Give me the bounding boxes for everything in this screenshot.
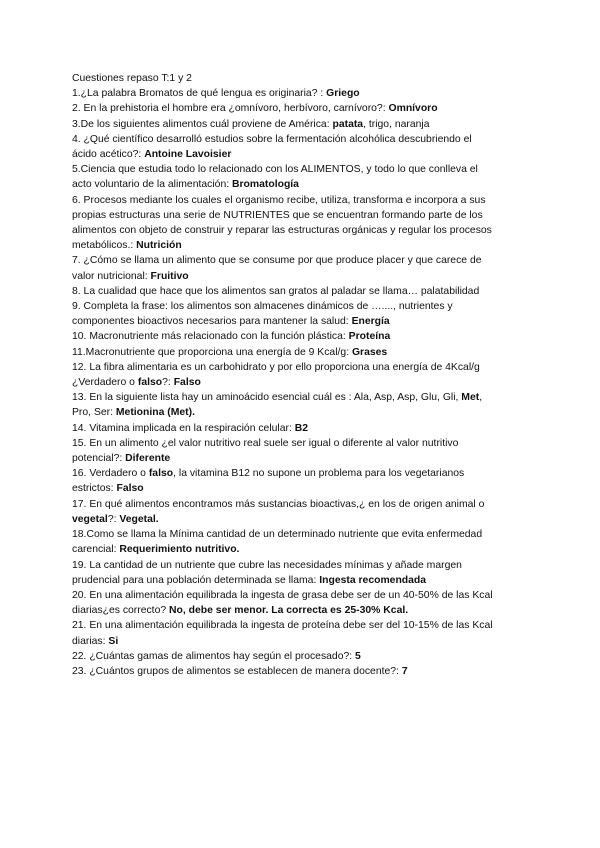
question-line: [72, 421, 524, 436]
question-item: [72, 558, 524, 588]
question-text: Pro, Ser:: [72, 407, 116, 419]
answer-text: patata: [332, 118, 364, 130]
question-line: [72, 284, 524, 299]
answer-text: Bromatología: [232, 179, 299, 191]
question-item: [72, 253, 524, 283]
question-text: 15. En un alimento ¿el valor nutritivo real suele ser igual o diferente al valor nutritivo: [72, 437, 459, 449]
question-line: [72, 618, 524, 633]
question-line: [72, 664, 524, 679]
document-page: [72, 71, 524, 679]
question-line: [72, 147, 524, 162]
question-line: [72, 405, 524, 420]
question-item: [72, 284, 524, 299]
question-line: [72, 101, 524, 116]
question-text: prudencial para una población determinada se llama:: [72, 574, 320, 586]
question-text: 4. ¿Qué científico desarrolló estudios sobre la fermentación alcohólica descubriendo el: [72, 133, 472, 145]
question-line: [72, 649, 524, 664]
question-text: ,: [479, 392, 483, 404]
question-text: potencial?:: [72, 453, 126, 465]
question-text: 19. La cantidad de un nutriente que cubre las necesidades mínimas y añade margen: [72, 559, 462, 571]
answer-text: Requerimiento nutritivo.: [119, 544, 240, 556]
answer-text: Vegetal.: [119, 513, 159, 525]
question-text: 3.De los siguientes alimentos cuál proviene de América:: [72, 118, 333, 130]
question-text: 22. ¿Cuántas gamas de alimentos hay según el procesado?:: [72, 650, 356, 662]
question-text: alimentos con objeto de construir y reparar las estructuras orgánicas y regular los procesos: [72, 225, 492, 237]
question-line: [72, 86, 524, 101]
question-text: 23. ¿Cuántos grupos de alimentos se establecen de manera docente?:: [72, 665, 402, 677]
question-line: [72, 573, 524, 588]
answer-text: No, debe ser menor. La correcta es 25-30% Kcal.: [169, 605, 409, 617]
question-list: [72, 86, 524, 679]
question-text: componentes bioactivos necesarios para mantener la salud:: [72, 316, 352, 328]
question-text: , trigo, naranja: [363, 118, 430, 130]
question-line: [72, 238, 524, 253]
question-line: [72, 436, 524, 451]
question-line: [72, 253, 524, 268]
question-line: [72, 299, 524, 314]
question-text: 16. Verdadero o: [72, 468, 149, 480]
question-item: [72, 299, 524, 329]
question-text: diarias¿es correcto?: [72, 605, 170, 617]
question-line: [72, 329, 524, 344]
question-text: 11.Macronutriente que proporciona una energía de 9 Kcal/g:: [72, 346, 352, 358]
question-text: 14. Vitamina implicada en la respiración celular:: [72, 422, 295, 434]
answer-text: 5: [355, 650, 361, 662]
question-line: [72, 208, 524, 223]
question-text: 1.¿La palabra Bromatos de qué lengua es originaria? :: [72, 88, 327, 100]
question-text: 18.Como se llama la Mínima cantidad de un determinado nutriente que evita enfermedad: [72, 529, 483, 541]
question-text: 21. En una alimentación equilibrada la ingesta de proteína debe ser del 10-15% de las Kcal: [72, 620, 493, 632]
question-line: [72, 375, 524, 390]
question-item: [72, 664, 524, 679]
answer-text: Proteína: [348, 331, 391, 343]
question-item: [72, 649, 524, 664]
answer-text: 7: [401, 665, 408, 677]
answer-text: Nutrición: [136, 240, 182, 252]
answer-text: Griego: [326, 88, 360, 100]
answer-text: Met: [461, 392, 480, 404]
question-text: 17. En qué alimentos encontramos más sustancias bioactivas,¿ en los de origen animal o: [72, 498, 485, 510]
answer-text: Omnívoro: [388, 103, 438, 115]
question-text: 7. ¿Cómo se llama un alimento que se consume por que produce placer y que carece de: [72, 255, 482, 267]
question-item: [72, 329, 524, 344]
answer-text: Diferente: [125, 453, 171, 465]
question-line: [72, 451, 524, 466]
question-line: [72, 117, 524, 132]
question-item: [72, 527, 524, 557]
document-title: Cuestiones repaso T:1 y 2: [72, 73, 192, 84]
question-item: [72, 345, 524, 360]
answer-text: Antoine Lavoisier: [144, 149, 232, 161]
answer-text: B2: [294, 422, 309, 434]
answer-text: falso: [137, 377, 163, 389]
answer-text: Si: [108, 635, 119, 647]
answer-text: Metionina (Met).: [115, 407, 195, 419]
answer-text: Energía: [351, 316, 390, 328]
question-line: [72, 466, 524, 481]
question-line: [72, 588, 524, 603]
question-item: [72, 421, 524, 436]
question-item: [72, 86, 524, 101]
question-text: , la vitamina B12 no supone un problema para los vegetarianos: [173, 468, 465, 480]
question-line: [72, 345, 524, 360]
question-line: [72, 360, 524, 375]
question-item: [72, 497, 524, 527]
question-item: [72, 193, 524, 254]
question-line: [72, 481, 524, 496]
answer-text: Falso: [173, 377, 201, 389]
question-text: 5.Ciencia que estudia todo lo relacionado con los ALIMENTOS, y todo lo que conlleva el: [72, 164, 478, 176]
question-text: 2. En la prehistoria el hombre era ¿omnívoro, herbívoro, carnívoro?:: [72, 103, 389, 115]
question-item: [72, 132, 524, 162]
question-text: 8. La cualidad que hace que los alimentos san gratos al paladar se llama… palatabilidad: [72, 285, 480, 297]
question-text: valor nutricional:: [72, 270, 151, 282]
question-text: 10. Macronutriente más relacionado con la función plástica:: [72, 331, 349, 343]
question-item: [72, 466, 524, 496]
question-line: [72, 497, 524, 512]
answer-text: Fruitivo: [150, 270, 189, 282]
question-line: [72, 314, 524, 329]
question-line: [72, 603, 524, 618]
question-line: [72, 390, 524, 405]
question-text: propias estructuras una serie de NUTRIENTES que se encuentran formando parte de los: [72, 209, 483, 221]
question-line: [72, 162, 524, 177]
question-line: [72, 269, 524, 284]
question-text: diarias:: [72, 635, 109, 647]
question-text: ácido acético?:: [72, 149, 145, 161]
question-item: [72, 618, 524, 648]
answer-text: Falso: [116, 483, 144, 495]
question-line: [72, 527, 524, 542]
question-text: 12. La fibra alimentaria es un carbohidrato y por ello proporciona una energía de 4Kcal/g: [72, 361, 480, 373]
question-text: 20. En una alimentación equilibrada la ingesta de grasa debe ser de un 40-50% de las Kcal: [72, 589, 493, 601]
question-text: 13. En la siguiente lista hay un aminoácido esencial cuál es : Ala, Asp, Asp, Glu, Gli,: [72, 392, 462, 404]
question-line: [72, 193, 524, 208]
question-item: [72, 436, 524, 466]
question-line: [72, 542, 524, 557]
question-line: [72, 223, 524, 238]
answer-text: falso: [148, 468, 174, 480]
question-text: ?:: [162, 377, 174, 389]
question-text: ?:: [107, 513, 120, 525]
question-line: [72, 512, 524, 527]
answer-text: Ingesta recomendada: [319, 574, 427, 586]
question-line: [72, 558, 524, 573]
question-line: [72, 177, 524, 192]
question-item: [72, 390, 524, 420]
question-text: estrictos:: [72, 483, 117, 495]
question-text: acto voluntario de la alimentación:: [72, 179, 232, 191]
question-text: metabólicos.:: [72, 240, 137, 252]
question-text: 9. Completa la frase: los alimentos son almacenes dinámicos de …...., nutrientes y: [72, 301, 453, 313]
answer-text: vegetal: [72, 513, 108, 525]
question-text: carencial:: [72, 544, 120, 556]
question-line: [72, 132, 524, 147]
question-item: [72, 101, 524, 116]
question-text: 6. Procesos mediante los cuales el organismo recibe, utiliza, transforma e incorpora a sus: [72, 194, 486, 206]
question-text: ¿Verdadero o: [72, 377, 138, 389]
question-item: [72, 360, 524, 390]
answer-text: Grases: [351, 346, 388, 358]
question-line: [72, 634, 524, 649]
question-item: [72, 162, 524, 192]
question-item: [72, 117, 524, 132]
question-item: [72, 588, 524, 618]
